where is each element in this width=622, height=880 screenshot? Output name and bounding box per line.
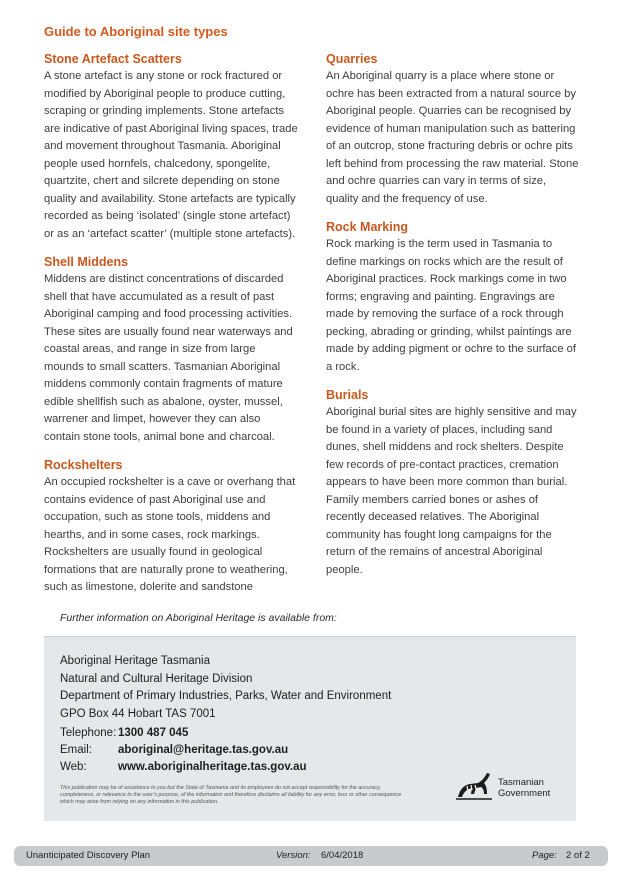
telephone-row <box>60 725 307 742</box>
footer-version-value: 6/04/2018 <box>321 850 364 861</box>
page-title: Guide to Aboriginal site types <box>44 24 228 39</box>
address-block <box>60 653 391 723</box>
section-body: A stone artefact is any stone or rock fractured or modified by Aboriginal people to produce cutting, scraping or grinding implements. Stone artefacts are indicative of past Aboriginal living spaces, trade and movement throughout Tasmania. Aboriginal people used hornfels, chalcedony, spongelite, quartzite, chert and silcrete depending on stone quality and availability. Stone artefacts are typically recorded as being ‘isolated’ (single stone artefact) or as an ‘artefact scatter’ (multiple stone artefacts). <box>44 70 298 240</box>
web-link[interactable]: www.aboriginalheritage.tas.gov.au <box>118 761 307 773</box>
disclaimer-text: This publication may be of assistance to you but the State of Tasmania and its employees do not accept responsibility for the accuracy, completeness, or relevance to the user’s purpose, of the information and therefore disclaims all liability for any error, loss or other consequence which may arise from relying on any information in this publication. <box>60 785 402 805</box>
web-row <box>60 759 307 776</box>
further-info-text: Further information on Aboriginal Heritage is available from: <box>60 612 337 624</box>
contact-details <box>60 725 307 776</box>
address-line: Aboriginal Heritage Tasmania <box>60 655 211 667</box>
section-heading: Rock Marking <box>326 220 408 234</box>
address-line: GPO Box 44 Hobart TAS 7001 <box>60 707 216 720</box>
section-body: Middens are distinct concentrations of discarded shell that have accumulated as a result of past Aboriginal camping and food processing activities. These sites are usually found near waterways and coastal areas, and range in size from large mounds to small scatters. Tasmanian Aboriginal middens commonly contain fragments of mature edible shellfish such as abalone, oyster, mussel, warrener and limpet, however they can also contain stone tools, animal bone and charcoal. <box>44 273 293 443</box>
footer-document-title: Unanticipated Discovery Plan <box>26 850 151 861</box>
section-stone-artefact-scatters <box>44 52 298 243</box>
section-heading: Shell Middens <box>44 255 129 269</box>
left-column <box>44 52 298 609</box>
tasmanian-government-logo <box>454 767 564 811</box>
section-heading: Stone Artefact Scatters <box>44 52 182 66</box>
footer-page-value: 2 of 2 <box>566 850 590 861</box>
section-heading: Rockshelters <box>44 458 123 472</box>
section-rockshelters <box>44 458 298 597</box>
footer-version-label: Version: <box>276 850 311 861</box>
web-label: Web: <box>60 761 87 773</box>
contact-box <box>44 636 576 821</box>
section-heading: Burials <box>326 388 369 402</box>
telephone-value[interactable]: 1300 487 045 <box>118 727 189 739</box>
right-column <box>326 52 580 591</box>
logo-wordmark <box>498 777 550 799</box>
section-shell-middens <box>44 255 298 446</box>
tasmanian-tiger-icon <box>454 767 494 805</box>
address-line: Natural and Cultural Heritage Division <box>60 672 253 685</box>
section-rock-marking <box>326 220 580 376</box>
section-heading: Quarries <box>326 52 378 66</box>
section-body: Rock marking is the term used in Tasmania to define markings on rocks which are the result of Aboriginal practices. Rock markings come in two forms; engraving and painting. Engravings are made by removing the surface of a rock through pecking, abrading or grinding, whilst paintings are made by adding pigment or ochre to the surface of a rock. <box>326 238 577 373</box>
section-quarries <box>326 52 580 208</box>
page-footer <box>14 846 608 866</box>
email-row <box>60 742 307 759</box>
section-body: An occupied rockshelter is a cave or overhang that contains evidence of past Aboriginal use and occupation, such as stone tools, middens and hearths, and in some cases, rock markings. Rockshelters are usually found in geological formations that are naturally prone to weathering, such as limestone, dolerite and sandstone <box>44 476 296 593</box>
section-body: Aboriginal burial sites are highly sensitive and may be found in a variety of places, including sand dunes, shell middens and rock shelters. Despite few records of pre-contact practices, cremation appears to have been more common than burial. Family members carried bones or ashes of recently deceased relatives. The Aboriginal community has fought long campaigns for the return of the remains of ancestral Aboriginal people. <box>326 406 577 576</box>
address-line: Department of Primary Industries, Parks, Water and Environment <box>60 690 392 702</box>
logo-line: Tasmanian <box>498 777 544 788</box>
section-burials <box>326 388 580 579</box>
email-link[interactable]: aboriginal@heritage.tas.gov.au <box>118 744 289 756</box>
logo-line: Government <box>498 788 551 799</box>
telephone-label: Telephone: <box>60 727 117 739</box>
section-body: An Aboriginal quarry is a place where stone or ochre has been extracted from a natural source by Aboriginal people. Quarries can be recognised by evidence of human manipulation such as battering of an outcrop, stone fracturing debris or ochre pits left behind from processing the raw material. Stone and ochre quarries can vary in terms of size, quality and the frequency of use. <box>326 70 579 205</box>
email-label: Email: <box>60 744 92 756</box>
footer-page-label: Page: <box>532 850 557 861</box>
